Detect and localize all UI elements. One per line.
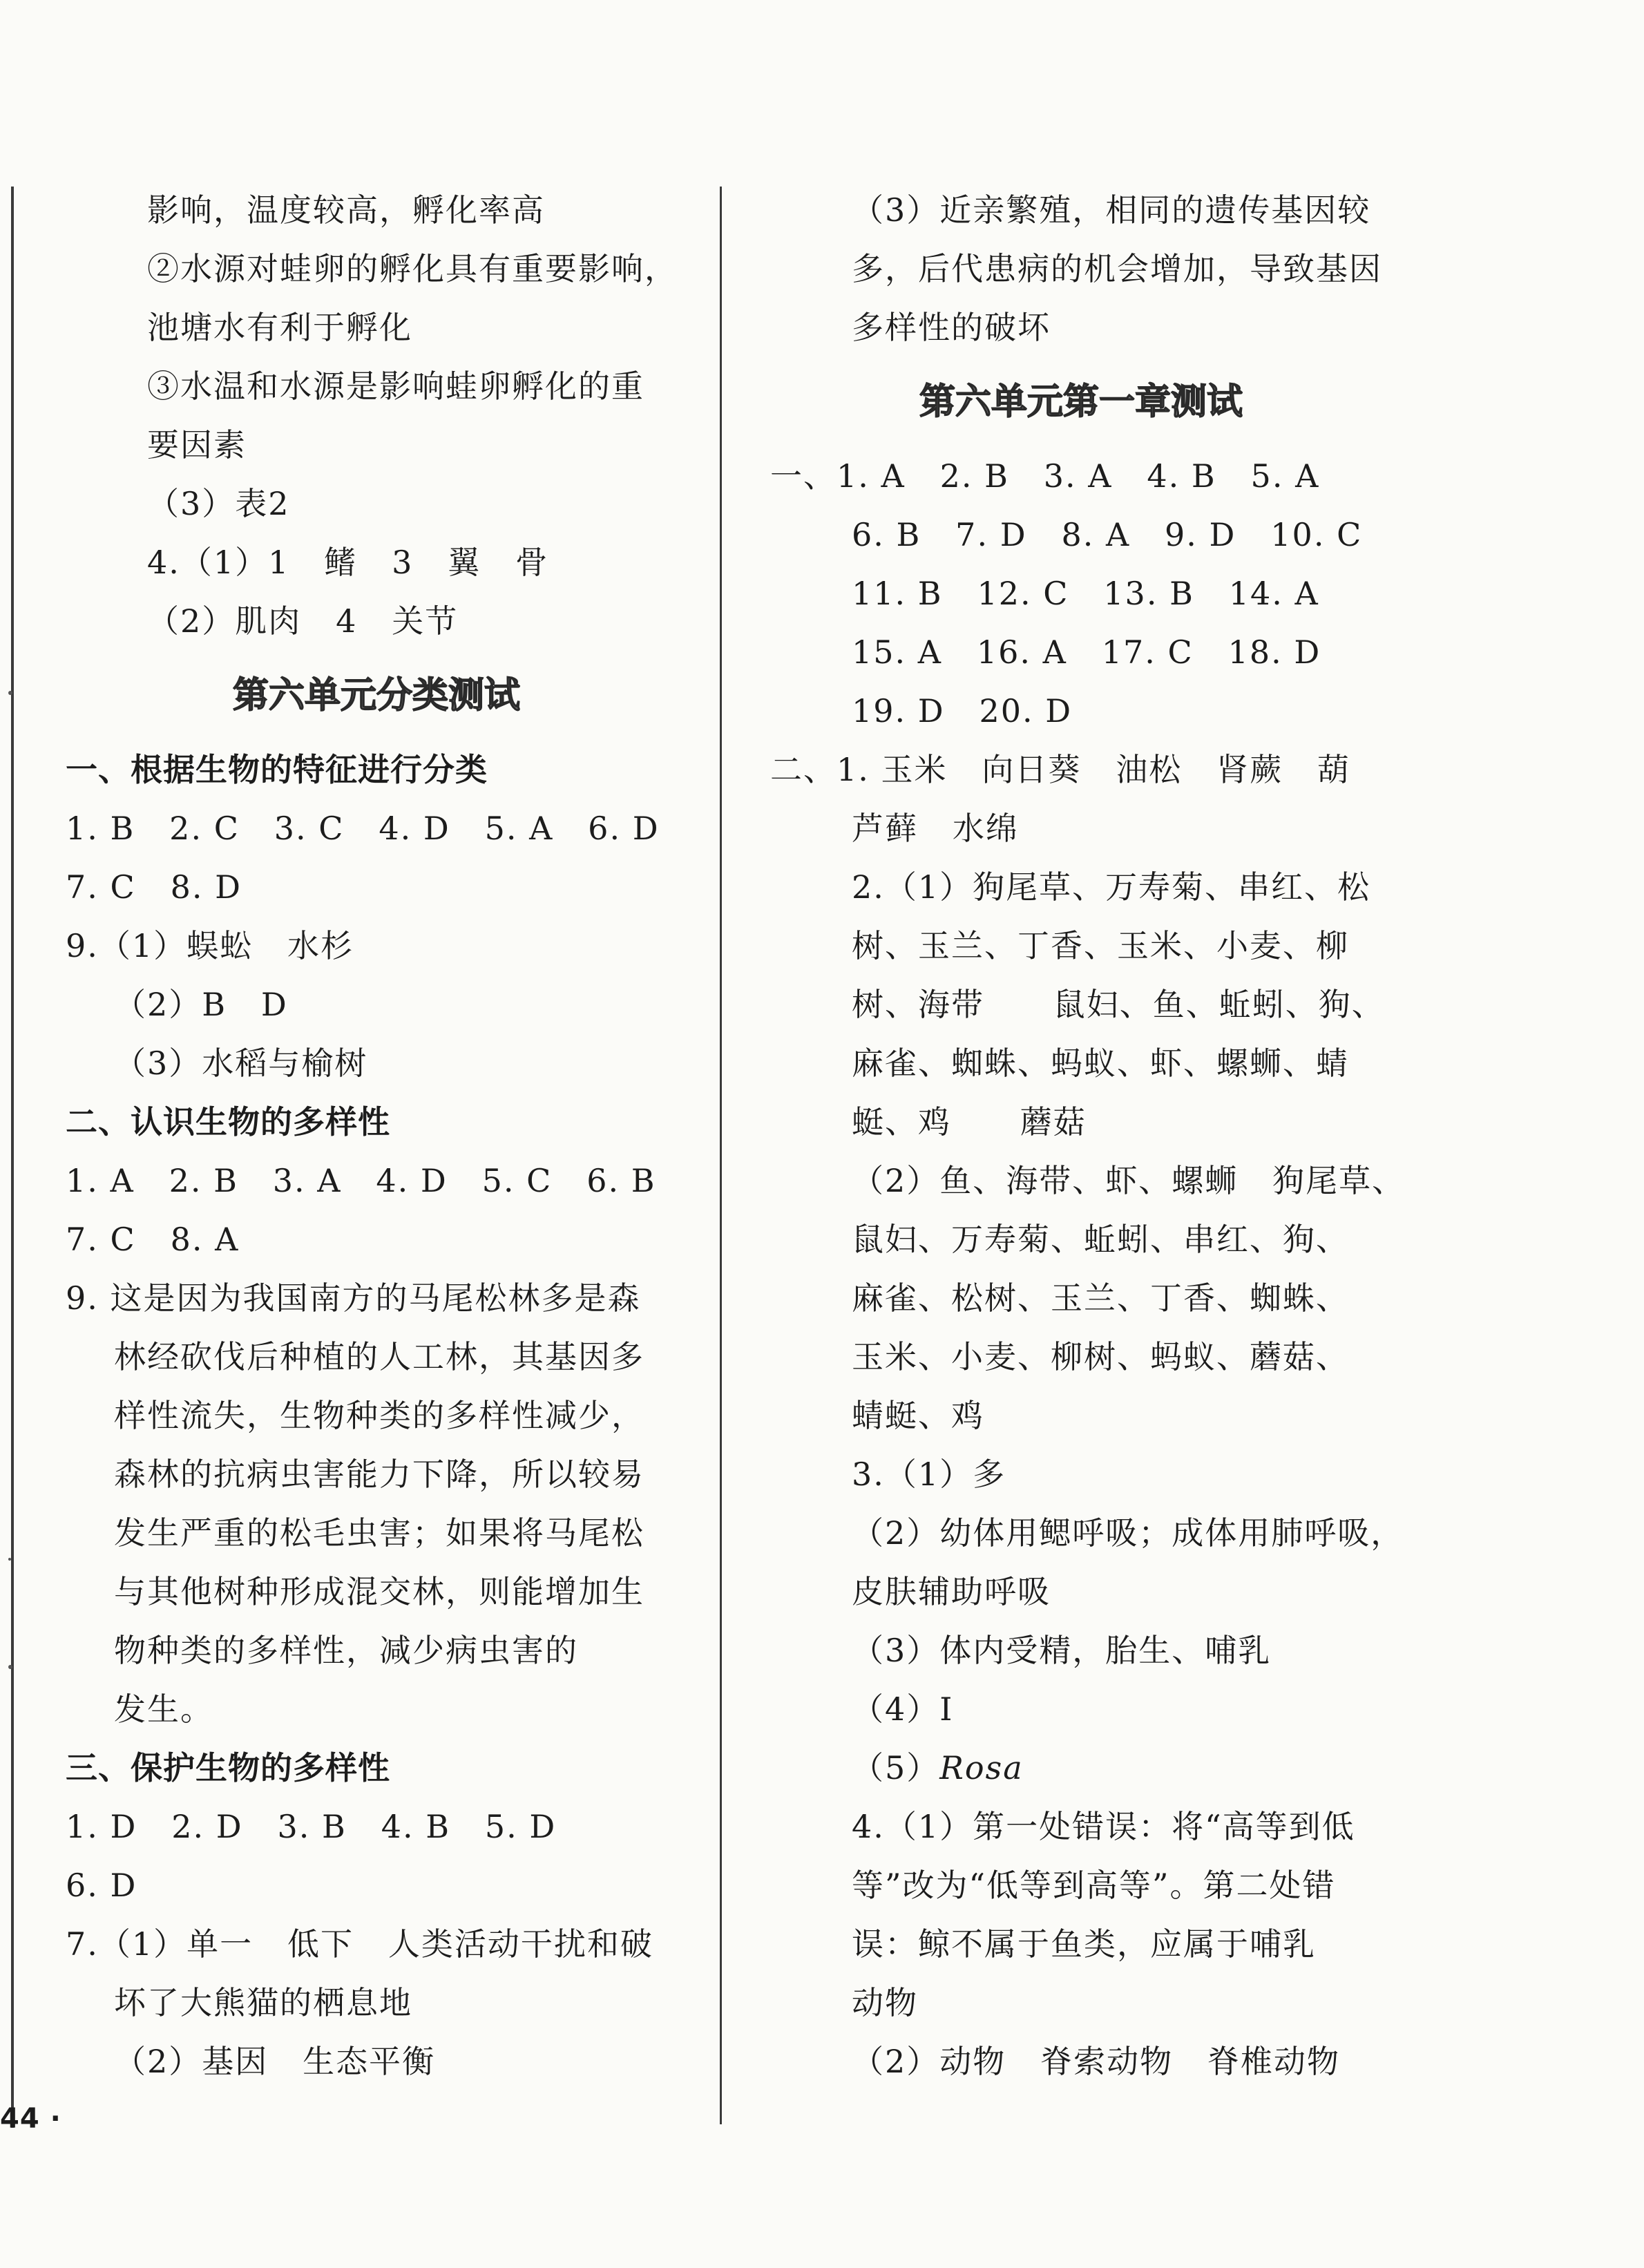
section-heading: 二、认识生物的多样性 [66,1103,390,1141]
column-divider [720,187,722,2124]
answer-line: 4.（1）第一处错误：将“高等到低 [852,1808,1355,1845]
answer-line: 麻雀、松树、玉兰、丁香、蜘蛛、 [852,1279,1349,1317]
answer-line: 3.（1）多 [852,1456,1006,1493]
scan-speck [8,691,12,695]
answer-line: （2）鱼、海带、虾、螺蛳 狗尾草、 [852,1162,1406,1199]
answer-line: 1. A 2. B 3. A 4. D 5. C 6. B [66,1162,656,1199]
answer-line: 蜻蜓、鸡 [852,1397,984,1434]
answer-line: 7.（1）单一 低下 人类活动干扰和破 [66,1925,653,1963]
answer-line: 玉米、小麦、柳树、蚂蚁、蘑菇、 [852,1338,1349,1375]
answer-line: 森林的抗病虫害能力下降，所以较易 [114,1456,644,1493]
right-column [770,181,1406,2091]
scan-speck [8,1665,12,1669]
answer-line: 动物 [852,1984,918,2021]
answer-line: ②水源对蛙卵的孵化具有重要影响， [147,250,678,287]
answer-line: 麻雀、蜘蛛、蚂蚁、虾、螺蛳、蜻 [852,1045,1349,1082]
answer-line: 树、玉兰、丁香、玉米、小麦、柳 [852,927,1349,964]
answer-line: （2）幼体用鳃呼吸；成体用肺呼吸， [852,1514,1404,1552]
answer-line: 15. A 16. A 17. C 18. D [852,633,1321,671]
answer-line: （2）肌肉 4 关节 [147,602,459,640]
scientific-name: Rosa [939,1749,1024,1786]
page-number: 44 · [0,2103,61,2135]
left-margin-rule [11,187,14,2128]
answer-line: 7. C 8. A [66,1221,240,1258]
answer-line: 要因素 [147,426,247,464]
answer-line: 坏了大熊猫的栖息地 [114,1984,412,2021]
answer-line: 1. B 2. C 3. C 4. D 5. A 6. D [66,810,660,847]
answer-line: 与其他树种形成混交林，则能增加生 [114,1573,644,1610]
answer-line: （3）表2 [147,485,290,522]
answer-line: 多，后代患病的机会增加，导致基因 [852,250,1382,287]
scan-speck [8,1558,11,1561]
answer-line: （2）基因 生态平衡 [114,2043,436,2080]
answer-line: 树、海带 鼠妇、鱼、蚯蚓、狗、 [852,986,1385,1023]
answer-line: 7. C 8. D [66,868,242,906]
answer-line: 样性流失，生物种类的多样性减少， [114,1397,644,1434]
section-title: 第六单元第一章测试 [919,381,1243,423]
answer-line: 蜓、鸡 蘑菇 [852,1103,1087,1141]
answer-line: 池塘水有利于孵化 [147,309,412,346]
answer-line: 误：鲸不属于鱼类，应属于哺乳 [852,1925,1316,1963]
section-heading: 三、保护生物的多样性 [66,1749,390,1786]
answer-line: 物种类的多样性，减少病虫害的 [114,1632,578,1669]
answer-line: 19. D 20. D [852,692,1073,730]
answer-line: （2）B D [114,986,288,1023]
answer-line: 皮肤辅助呼吸 [852,1573,1051,1610]
answer-line: 发生。 [114,1690,213,1728]
answer-line: 9.（1）蜈蚣 水杉 [66,927,354,964]
answer-line: 影响，温度较高，孵化率高 [147,191,545,229]
answer-line: 11. B 12. C 13. B 14. A [852,575,1319,612]
answer-line: （3）水稻与榆树 [114,1045,368,1082]
answer-line: 1. D 2. D 3. B 4. B 5. D [66,1808,557,1845]
answer-line: 6. B 7. D 8. A 9. D 10. C [852,516,1363,553]
answer-line: 2.（1）狗尾草、万寿菊、串红、松 [852,868,1371,906]
answer-line: （3）体内受精，胎生、哺乳 [852,1632,1272,1669]
answer-line: 9. 这是因为我国南方的马尾松林多是森 [66,1279,641,1317]
answer-line: 4.（1）1 鳍 3 翼 骨 [147,544,549,581]
answer-line: （5）Rosa [852,1749,1024,1786]
answer-line: 鼠妇、万寿菊、蚯蚓、串红、狗、 [852,1221,1349,1258]
answer-line: 二、1. 玉米 向日葵 油松 肾蕨 葫 [770,751,1350,788]
answer-line: （4）I [852,1690,954,1728]
left-column [66,181,687,2091]
answer-line: 等”改为“低等到高等”。第二处错 [852,1867,1336,1904]
answer-line: ③水温和水源是影响蛙卵孵化的重 [147,368,644,405]
answer-line: （3）近亲繁殖，相同的遗传基因较 [852,191,1371,229]
answer-line: 6. D [66,1867,137,1904]
answer-line: 林经砍伐后种植的人工林，其基因多 [114,1338,644,1375]
answer-line: 多样性的破坏 [852,309,1051,346]
answer-line: 芦藓 水绵 [852,810,1019,847]
section-heading: 一、根据生物的特征进行分类 [66,751,488,788]
answer-line: （2）动物 脊索动物 脊椎动物 [852,2043,1340,2080]
answer-line: 发生严重的松毛虫害；如果将马尾松 [114,1514,644,1552]
section-title: 第六单元分类测试 [232,675,520,716]
answer-line: 一、1. A 2. B 3. A 4. B 5. A [770,457,1320,495]
